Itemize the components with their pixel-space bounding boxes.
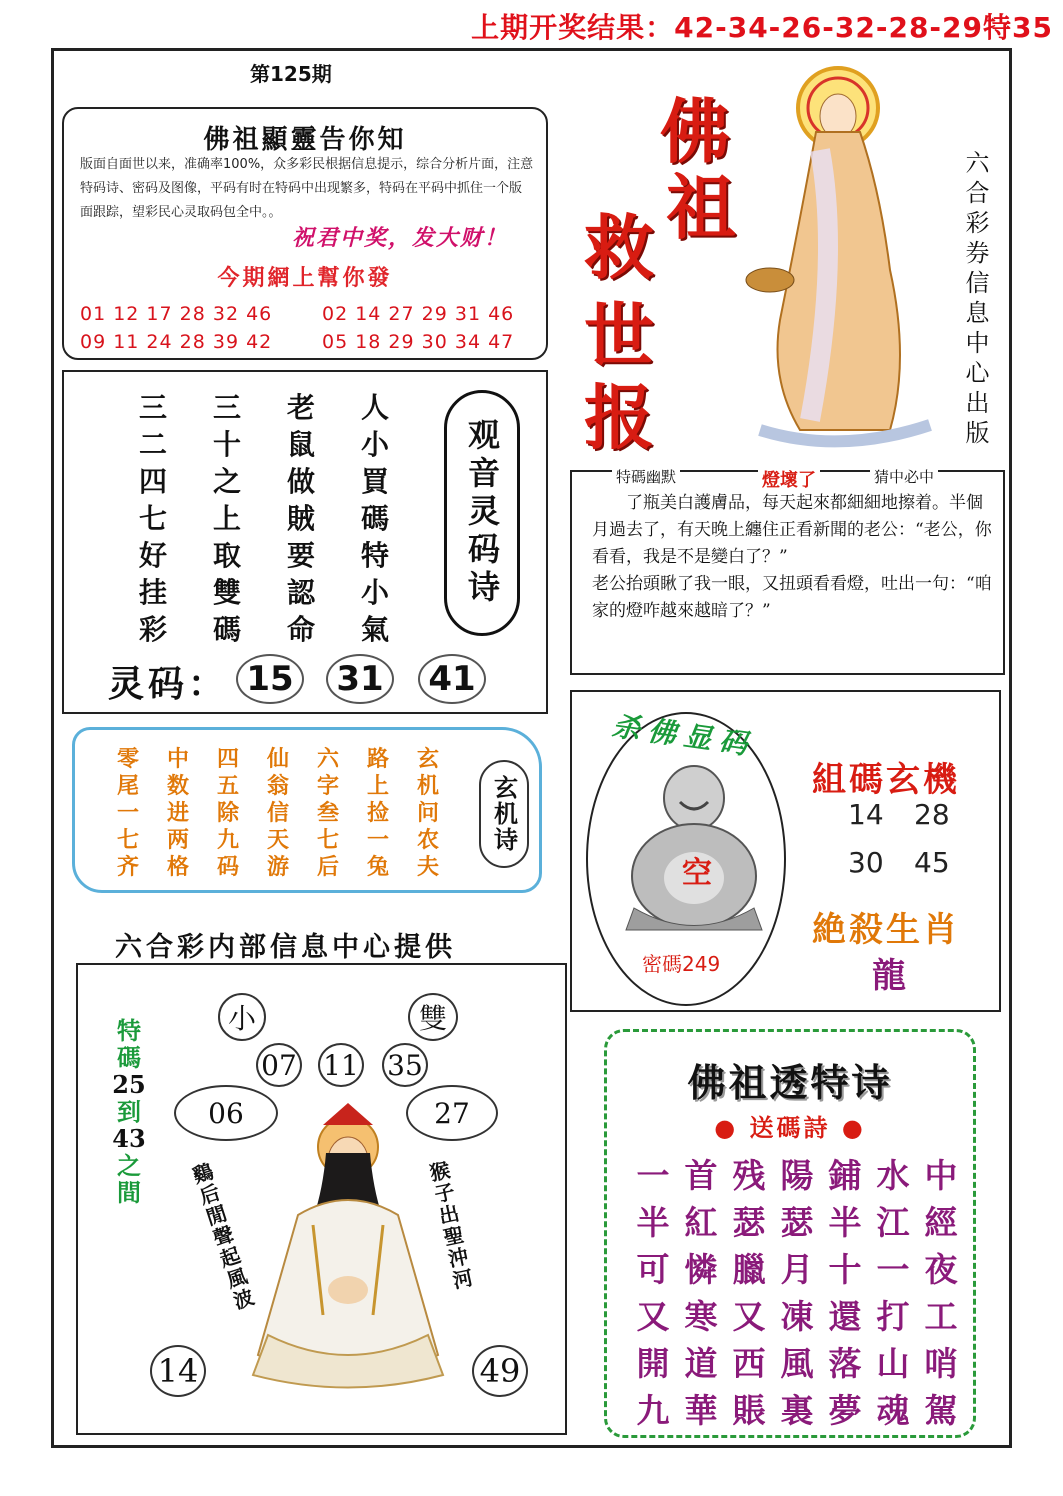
tete-char: 首 (684, 1156, 718, 1195)
left-poem: 鷄后閒聲起風波 (186, 1160, 258, 1315)
tete-char: 夢 (828, 1391, 862, 1430)
poem-char: 挂 (138, 576, 167, 609)
xuanji-grid (103, 742, 453, 880)
tete-char: 西 (732, 1344, 766, 1383)
xuanji-char: 尾 (116, 773, 139, 799)
poem-char: 賊 (286, 502, 315, 535)
xuanji-char: 码 (216, 854, 239, 880)
xuanji-char: 后 (316, 854, 339, 880)
notice-box (62, 107, 548, 360)
tete-char: 江 (876, 1203, 910, 1242)
tete-char: 華 (684, 1391, 718, 1430)
poem-char: 碼 (212, 613, 241, 646)
xuanji-char: 除 (216, 800, 239, 826)
tete-char: 臘 (732, 1250, 766, 1289)
tete-char: 又 (636, 1297, 670, 1336)
numbers-right-2: 05 18 29 30 34 47 (322, 331, 515, 353)
zuma-title: 組碼玄機 (812, 760, 960, 800)
tete-char: 中 (924, 1156, 958, 1195)
poem-char: 買 (360, 465, 389, 498)
lingma-number: 15 (236, 654, 304, 704)
tete-char: 開 (636, 1344, 670, 1383)
tete-char: 工 (924, 1297, 958, 1336)
xuanji-char: 机 (416, 773, 439, 799)
lingma-label: 灵码： (108, 663, 229, 705)
poem-oval-label: 观音灵码诗 (444, 390, 520, 636)
buddha-figure-icon (740, 60, 940, 450)
tete-char: 打 (876, 1297, 910, 1336)
tete-subtitle: 送碼詩 (749, 1114, 831, 1142)
xuanji-char: 七 (316, 827, 339, 853)
poem-char: 小 (360, 428, 389, 461)
bottom-right-number: 49 (472, 1345, 528, 1397)
poem-char: 三 (212, 391, 241, 424)
joke-box (570, 470, 1005, 675)
numbers-right-1: 02 14 27 29 31 46 (322, 303, 515, 325)
tete-char: 寒 (684, 1297, 718, 1336)
xuanji-char: 一 (366, 827, 389, 853)
tema-char: 碼 (117, 1043, 141, 1072)
poem-char: 四 (138, 465, 167, 498)
tete-char: 月 (780, 1250, 814, 1289)
guanyin-box (76, 963, 567, 1435)
poem-char: 老 (286, 391, 315, 424)
xuanji-char: 七 (116, 827, 139, 853)
last-result: 上期开奖结果：42-34-26-32-28-29特35 (471, 11, 1053, 44)
tete-char: 經 (924, 1203, 958, 1242)
xuanji-char: 翁 (266, 773, 289, 799)
xuanji-char: 问 (416, 800, 439, 826)
zuma-number: 45 (914, 846, 950, 879)
poem-grid (116, 386, 436, 646)
double-circle: 雙 (408, 993, 458, 1041)
xuanji-char: 叁 (316, 800, 339, 826)
xuanji-char: 路 (366, 746, 389, 772)
poem-char: 取 (212, 539, 241, 572)
xuanji-char: 四 (216, 746, 239, 772)
poem-char: 三 (138, 391, 167, 424)
tete-char: 夜 (924, 1250, 958, 1289)
top-number: 11 (318, 1043, 364, 1087)
joke-text (592, 490, 995, 625)
poem-char: 雙 (212, 576, 241, 609)
tete-char: 瑟 (732, 1203, 766, 1242)
xuanji-char: 玄 (416, 746, 439, 772)
tete-char: 半 (636, 1203, 670, 1242)
tete-char: 又 (732, 1297, 766, 1336)
left-oval-number: 06 (174, 1085, 278, 1141)
poem-char: 上 (212, 502, 241, 535)
arc-text: 杀佛显码 (610, 709, 758, 762)
tete-box (604, 1029, 976, 1438)
zuma-number: 28 (914, 798, 950, 831)
notice-subtitle: 今期網上幫你發 (217, 265, 393, 291)
masthead-char: 佛 (660, 90, 730, 173)
xuanji-char: 上 (366, 773, 389, 799)
tema-char: 間 (117, 1178, 141, 1207)
tete-char: 十 (828, 1250, 862, 1289)
buddha-code-box (570, 690, 1001, 1012)
tete-subtitle-wrap (607, 1108, 973, 1143)
tete-char: 魂 (876, 1391, 910, 1430)
bullet-icon: ● (841, 1114, 866, 1142)
issue-number: 第125期 (250, 62, 332, 86)
tete-char: 可 (636, 1250, 670, 1289)
tete-char: 一 (876, 1250, 910, 1289)
tete-char: 紅 (684, 1203, 718, 1242)
tete-char: 水 (876, 1156, 910, 1195)
tete-title: 佛祖透特诗 (687, 1060, 893, 1105)
xuanji-char: 兔 (366, 854, 389, 880)
poem-char: 碼 (360, 502, 389, 535)
tete-grid (629, 1150, 965, 1432)
joke-paragraph: 了瓶美白護膚品，每天起來都細細地擦着。半個月過去了，有天晚上纏住正看新聞的老公：“老公，你看看，我是不是變白了？” (592, 493, 992, 567)
notice-title: 佛祖顯靈告你知 (203, 125, 407, 155)
tete-char: 残 (732, 1156, 766, 1195)
xuanji-char: 零 (116, 746, 139, 772)
xuanji-char: 五 (216, 773, 239, 799)
xuanji-char: 天 (266, 827, 289, 853)
provider-text: 六合彩内部信息中心提供 (115, 932, 456, 963)
zuma-number: 30 (848, 846, 884, 879)
poem-char: 彩 (138, 613, 167, 646)
top-number: 07 (256, 1043, 302, 1087)
poem-char: 認 (286, 576, 315, 609)
xuanji-char: 中 (166, 746, 189, 772)
poem-char: 氣 (360, 613, 389, 646)
joke-head-right: 猜中必中 (870, 466, 938, 487)
poem-char: 命 (286, 613, 315, 646)
tema-range (110, 1017, 148, 1206)
tete-char: 道 (684, 1344, 718, 1383)
tema-char: 43 (112, 1124, 146, 1153)
xuanji-char: 农 (416, 827, 439, 853)
tete-char: 裏 (780, 1391, 814, 1430)
poem-char: 十 (212, 428, 241, 461)
tete-char: 九 (636, 1391, 670, 1430)
xuanji-char: 齐 (116, 854, 139, 880)
xuanji-label: 玄机诗 (479, 760, 529, 868)
xuanji-char: 夫 (416, 854, 439, 880)
tete-char: 一 (636, 1156, 670, 1195)
tete-char: 憐 (684, 1250, 718, 1289)
numbers-left-1: 01 12 17 28 32 46 (80, 303, 273, 325)
xuanji-char: 字 (316, 773, 339, 799)
tete-char: 半 (828, 1203, 862, 1242)
xuanji-char: 数 (166, 773, 189, 799)
poem-char: 人 (360, 391, 389, 424)
poem-char: 特 (360, 539, 389, 572)
top-number: 35 (382, 1043, 428, 1087)
masthead-char: 祖 (666, 166, 736, 249)
xuanji-char: 进 (166, 800, 189, 826)
zuma-number: 14 (848, 798, 884, 831)
xuanji-box (72, 727, 542, 893)
tete-char: 山 (876, 1344, 910, 1383)
bullet-icon: ● (714, 1114, 739, 1142)
poem-char: 好 (138, 539, 167, 572)
tema-char: 25 (112, 1070, 146, 1099)
bottom-left-number: 14 (150, 1345, 206, 1397)
small-circle: 小 (218, 993, 266, 1041)
poem-char: 二 (138, 428, 167, 461)
xuanji-char: 信 (266, 800, 289, 826)
notice-text: 版面自面世以来，准确率100%，众多彩民根据信息提示，综合分析片面，注意特码诗、密码及图像，平码有时在特码中出现繁多，特码在平码中抓住一个版面跟踪，望彩民心灵取码包全中。。 (80, 157, 534, 220)
joke-head-title: 燈壞了 (758, 466, 820, 492)
tete-char: 鋪 (828, 1156, 862, 1195)
poem-char: 七 (138, 502, 167, 535)
poem-box (62, 370, 548, 714)
tema-char: 特 (117, 1016, 141, 1045)
xuanji-char: 格 (166, 854, 189, 880)
xuanji-char: 六 (316, 746, 339, 772)
poem-char: 鼠 (286, 428, 315, 461)
tema-char: 之 (117, 1151, 141, 1180)
masthead-char: 报 (584, 376, 654, 459)
tete-char: 凍 (780, 1297, 814, 1336)
center-char: 空 (682, 856, 712, 891)
poem-char: 做 (286, 465, 315, 498)
xuanji-char: 九 (216, 827, 239, 853)
poem-char: 小 (360, 576, 389, 609)
lingma-number: 31 (326, 654, 394, 704)
tete-char: 哨 (924, 1344, 958, 1383)
tema-char: 到 (117, 1097, 141, 1126)
password-text: 密碼249 (642, 952, 721, 976)
tete-char: 陽 (780, 1156, 814, 1195)
publisher-text: 六合彩券信息中心出版 (961, 150, 989, 450)
masthead-char: 世 (584, 294, 654, 377)
tete-char: 落 (828, 1344, 862, 1383)
masthead-char: 救 (584, 206, 654, 289)
tete-char: 賬 (732, 1391, 766, 1430)
xuanji-char: 一 (116, 800, 139, 826)
xuanji-char: 两 (166, 827, 189, 853)
xuanji-char: 捡 (366, 800, 389, 826)
lingma-number: 41 (418, 654, 486, 704)
right-poem: 猴子出聖沖河 (424, 1159, 476, 1294)
xuanji-char: 仙 (266, 746, 289, 772)
tete-char: 風 (780, 1344, 814, 1383)
joke-paragraph: 老公抬頭瞅了我一眼，又扭頭看看燈，吐出一句：“咱家的燈咋越來越暗了？” (592, 574, 992, 621)
tete-char: 駕 (924, 1391, 958, 1430)
tete-char: 瑟 (780, 1203, 814, 1242)
poem-char: 要 (286, 539, 315, 572)
jueshou-title: 絶殺生肖 (812, 910, 960, 950)
notice-slogan: 祝君中奖，发大财！ (292, 226, 509, 251)
right-oval-number: 27 (406, 1085, 498, 1141)
joke-head-left: 特碼幽默 (612, 466, 680, 487)
poem-char: 之 (212, 465, 241, 498)
jueshou-zodiac: 龍 (872, 956, 909, 996)
tete-char: 還 (828, 1297, 862, 1336)
numbers-left-2: 09 11 24 28 39 42 (80, 331, 273, 353)
xuanji-char: 游 (266, 854, 289, 880)
